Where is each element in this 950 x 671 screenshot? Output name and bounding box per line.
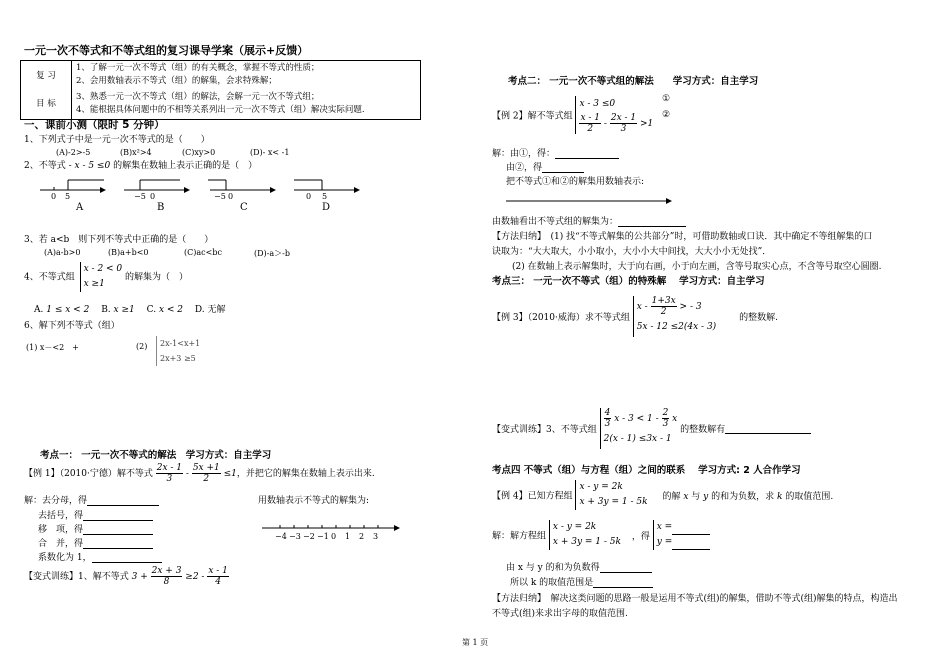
question-6: 6、解下列不等式（组） [24, 321, 120, 331]
solution-line-4: 由数轴看出不等式组的解集为： [492, 214, 686, 227]
goal-item: 3、熟悉一元一次不等式（组）的解法，会解一元一次不等式组； [76, 92, 320, 102]
answer-blank[interactable] [83, 511, 153, 521]
question-4: 4、不等式组 x - 2 < 0 x ≥1 的解集为（ ） [24, 262, 188, 292]
solution-line-1: 解：由①，得： [492, 146, 619, 159]
numline-tick-label: −1 [317, 532, 329, 541]
numline-tick-label: 3 [373, 532, 379, 541]
answer-blank[interactable] [542, 163, 584, 173]
tick-label: 5 [65, 192, 71, 201]
pretest-heading: 一、课前小测（限时 5 分钟） [24, 119, 165, 131]
numline-tick-label: −2 [303, 532, 315, 541]
example-4: 【例 4】已知方程组 x - y = 2k x + 3y = 1 - 5k 的解 x 与 y 的和为负数，求 k 的取值范围. [492, 480, 833, 510]
step-1: 解：去分母，得 [24, 493, 159, 506]
q6-part-2-system: 2x-1<x+1 2x+3 ≥5 [156, 336, 200, 366]
solution-line-2: 由②，得 [506, 160, 584, 173]
step-2: 去括号，得 [38, 508, 153, 521]
answer-blank[interactable] [672, 525, 710, 535]
tick-label: 0 [150, 192, 156, 201]
goal-item: 2、会用数轴表示不等式（组）的解集，会求特殊解； [76, 76, 277, 86]
numline-caption: 用数轴表示不等式的解集为: [258, 496, 370, 506]
section-2-heading: 考点二： 一元一次不等式组的解法 学习方式：自主学习 [508, 76, 759, 87]
question-2: 2、不等式 - x - 5 ≤0 的解集在数轴上表示正确的是（ ） [24, 161, 258, 171]
mark-2: ② [662, 110, 671, 120]
q6-part-1: (1) x－<2 + [26, 343, 79, 352]
answer-blank[interactable] [83, 539, 153, 549]
answer-blank[interactable] [555, 149, 619, 159]
q1-option-a: (A)-2>-5 [56, 148, 91, 157]
question-3: 3、若 a<b 则下列不等式中正确的是（ ） [24, 235, 214, 245]
step-3: 移 项，得 [38, 522, 153, 535]
answer-blank[interactable] [725, 424, 811, 434]
answer-blank[interactable] [600, 563, 652, 573]
review-goals-table [20, 60, 421, 120]
solution-4-line-1: 由 x 与 y 的和为负数得 [506, 560, 652, 573]
answer-blank[interactable] [672, 540, 710, 550]
step-5: 系数化为 1， [38, 550, 162, 563]
example-2-number-line [506, 196, 676, 206]
q3-option-c: (C)ac<bc [184, 248, 222, 257]
goals-list-2 [72, 90, 421, 120]
method-summary-4-1: 【方法归纳】 解决这类问题的思路一般是运用不等式(组)的解集，借助不等式(组)解集的特点，构造出 [492, 594, 898, 604]
solution-line-3: 把不等式①和②的解集用数轴表示: [506, 177, 645, 187]
tick-label: 5 [322, 192, 328, 201]
tick-label: 0 [51, 192, 57, 201]
numline-tick-label: −3 [289, 532, 301, 541]
option-label-d: D [322, 202, 331, 213]
variant-training-1: 【变式训练】1、解不等式 3 + $\frac{2x + 3}{8}$ ≥2 - $\frac{x - 1}{4}$ [24, 566, 228, 587]
answer-blank[interactable] [618, 217, 686, 227]
ex3-system: x - $\frac{1+3x}{2}$ > - 3 5x - 12 ≤2(4x - 3) [633, 296, 716, 337]
section-3-heading: 考点三： 一元一次不等式（组）的特殊解 学习方式：自主学习 [492, 276, 765, 287]
section-1-heading: 考点一： 一元一次不等式的解法 学习方式：自主学习 [40, 450, 272, 461]
method-summary-1: 【方法归纳】 (1) 找“不等式解集的公共部分”时，可借助数轴或口诀．其中确定不等组解集的口 [492, 232, 873, 242]
example-1: 【例 1】（2010·宁德）解不等式 $\frac{2x - 1}{3}$ - $\frac{5x +1}{2}$ ≤1，并把它的解集在数轴上表示出来. [24, 463, 375, 484]
answer-blank[interactable] [87, 496, 159, 506]
method-summary-3: (2) 在数轴上表示解集时，大于向右画，小于向左画，含等号取实心点，不含等号取空心圆圈. [512, 262, 882, 272]
sol4-system: x - y = 2k x + 3y = 1 - 5k [549, 520, 621, 550]
tick-label: −5 [134, 192, 146, 201]
goal-item: 4、能根据具体问题中的不相等关系列出一元一次不等式（组）解决实际问题. [76, 105, 365, 115]
example-3: 【例 3】（2010·威海）求不等式组 x - $\frac{1+3x}{2}$ > - 3 5x - 12 ≤2(4x - 3) 的整数解. [492, 296, 778, 337]
mark-1: ① [662, 94, 671, 104]
numline-tick-label: 0 [331, 532, 337, 541]
answer-blank[interactable] [92, 553, 162, 563]
example-4-solution: 解：解方程组 x - y = 2k x + 3y = 1 - 5k ，得 x = y = [492, 520, 710, 550]
sol4-result: x = y = [653, 520, 711, 550]
numline-tick-label: 2 [359, 532, 365, 541]
numline-tick-label: 1 [345, 532, 351, 541]
option-label-b: B [157, 202, 165, 213]
method-summary-2: 诀取为：“大大取大，小小取小，大小小大中间找，大大小小无处找”． [492, 247, 772, 257]
goals-label: 复 习 目 标 [21, 61, 72, 120]
q3-option-b: (B)a+b<0 [108, 248, 149, 257]
variant-training-3: 【变式训练】3、不等式组 $\frac{4}{3}$ x - 3 < 1 - $\frac{2}{3}$ x 2(x - 1) ≤3x - 1 的整数解有 [492, 408, 811, 449]
q1-option-d: (D)- x< -1 [250, 148, 290, 157]
q2-number-lines [40, 176, 370, 216]
option-label-c: C [240, 202, 248, 213]
answer-blank[interactable] [593, 578, 653, 588]
example-2: 【例 2】解不等式组 x - 3 ≤0 $\frac{x - 1}{2}$ - $\frac{2x - 1}{3}$ >1 [492, 96, 653, 134]
question-1: 1、下列式子中是一元一次不等式的是（ ） [24, 135, 210, 145]
tick-label: 0 [306, 192, 312, 201]
numline-tick-label: −4 [275, 532, 287, 541]
goals-list [72, 61, 421, 91]
q3-option-d: (D)-a＞-b [254, 249, 290, 258]
q4-options: A. 1 ≤ x < 2 B. x ≥1 C. x < 2 D. 无解 [34, 305, 226, 315]
page-title: 一元一次不等式和不等式组的复习课导学案（展示+反馈） [24, 44, 309, 57]
number-line-a [40, 180, 106, 193]
goal-item: 1、了解一元一次不等式（组）的有关概念，掌握不等式的性质； [76, 63, 320, 73]
var3-system: $\frac{4}{3}$ x - 3 < 1 - $\frac{2}{3}$ x 2(x - 1) ≤3x - 1 [600, 408, 678, 449]
q1-option-c: (C)xy>0 [182, 148, 216, 157]
tick-label: −5 [214, 192, 226, 201]
method-summary-4-2: 不等式(组)来求出字母的取值范围. [492, 609, 628, 619]
option-label-a: A [76, 202, 84, 213]
q3-option-a: (A)a-b>0 [44, 248, 81, 257]
ex4-system: x - y = 2k x + 3y = 1 - 5k [575, 480, 647, 510]
ex2-system: x - 3 ≤0 $\frac{x - 1}{2}$ - $\frac{2x - 1}{3}$ >1 [575, 96, 653, 134]
answer-blank[interactable] [83, 525, 153, 535]
q6-part-2-label: (2) [136, 342, 148, 351]
q1-option-b: (B)x²>4 [120, 148, 152, 157]
tick-label: 0 [228, 192, 234, 201]
page-footer: 第 1 页 [462, 638, 489, 647]
step-4: 合 并，得 [38, 536, 153, 549]
q4-system: x - 2 < 0 x ≥1 [80, 262, 123, 292]
solution-4-line-2: 所以 k 的取值范围是 [510, 575, 653, 588]
section-4-heading: 考点四 不等式（组）与方程（组）之间的联系 学习方式: 2 人合作学习 [492, 465, 801, 476]
q2-math: - x - 5 ≤0 [68, 161, 111, 171]
